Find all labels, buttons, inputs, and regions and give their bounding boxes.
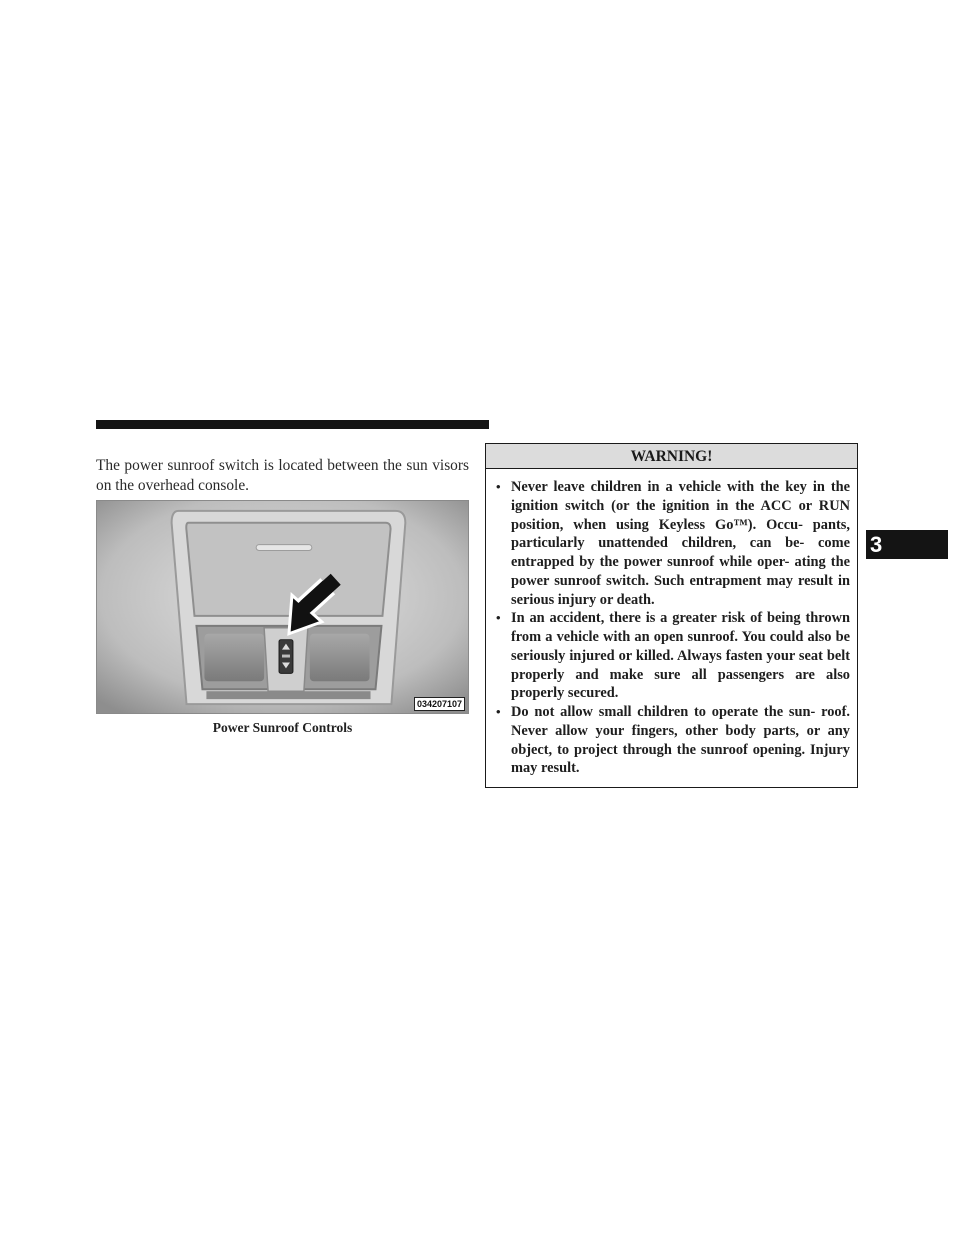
warning-item-text: Do not allow small children to operate the sun- roof. Never allow your fingers, other body parts, or any object, to project through the sunroof opening. Injury may result. — [511, 704, 850, 777]
chapter-tab: 3 — [866, 530, 948, 559]
section-rule — [96, 420, 489, 429]
intro-paragraph: The power sunroof switch is located between the sun visors on the overhead console. — [96, 457, 469, 494]
bullet-icon: • — [496, 704, 501, 719]
warning-list — [486, 469, 857, 778]
warning-item-text: In an accident, there is a greater risk of being thrown from a vehicle with an open sunroof. You could also be seriously injured or killed. Always fasten your seat belt properly and make sure all passengers are also properly secured. — [511, 610, 850, 702]
warning-item — [494, 703, 850, 778]
warning-item — [494, 478, 850, 609]
bullet-icon: • — [496, 610, 501, 626]
overhead-console-illustration — [97, 501, 468, 713]
figure-caption: Power Sunroof Controls — [212, 720, 353, 735]
figure-id-label: 034207107 — [414, 697, 465, 711]
warning-box — [485, 443, 858, 788]
warning-item-text: Never leave children in a vehicle with the key in the ignition switch (or the ignition in the ACC or RUN position, when using Keyless Go™). Occu- pants, particularly unattended children, can be- come entrapped by the power sunroof while oper- ating the power sunroof switch. Such entrapment may result in serious injury or death. — [511, 479, 850, 608]
sunroof-console-figure — [96, 500, 469, 714]
warning-item — [494, 609, 850, 703]
warning-title: WARNING! — [486, 444, 857, 469]
bullet-icon: • — [496, 479, 501, 494]
